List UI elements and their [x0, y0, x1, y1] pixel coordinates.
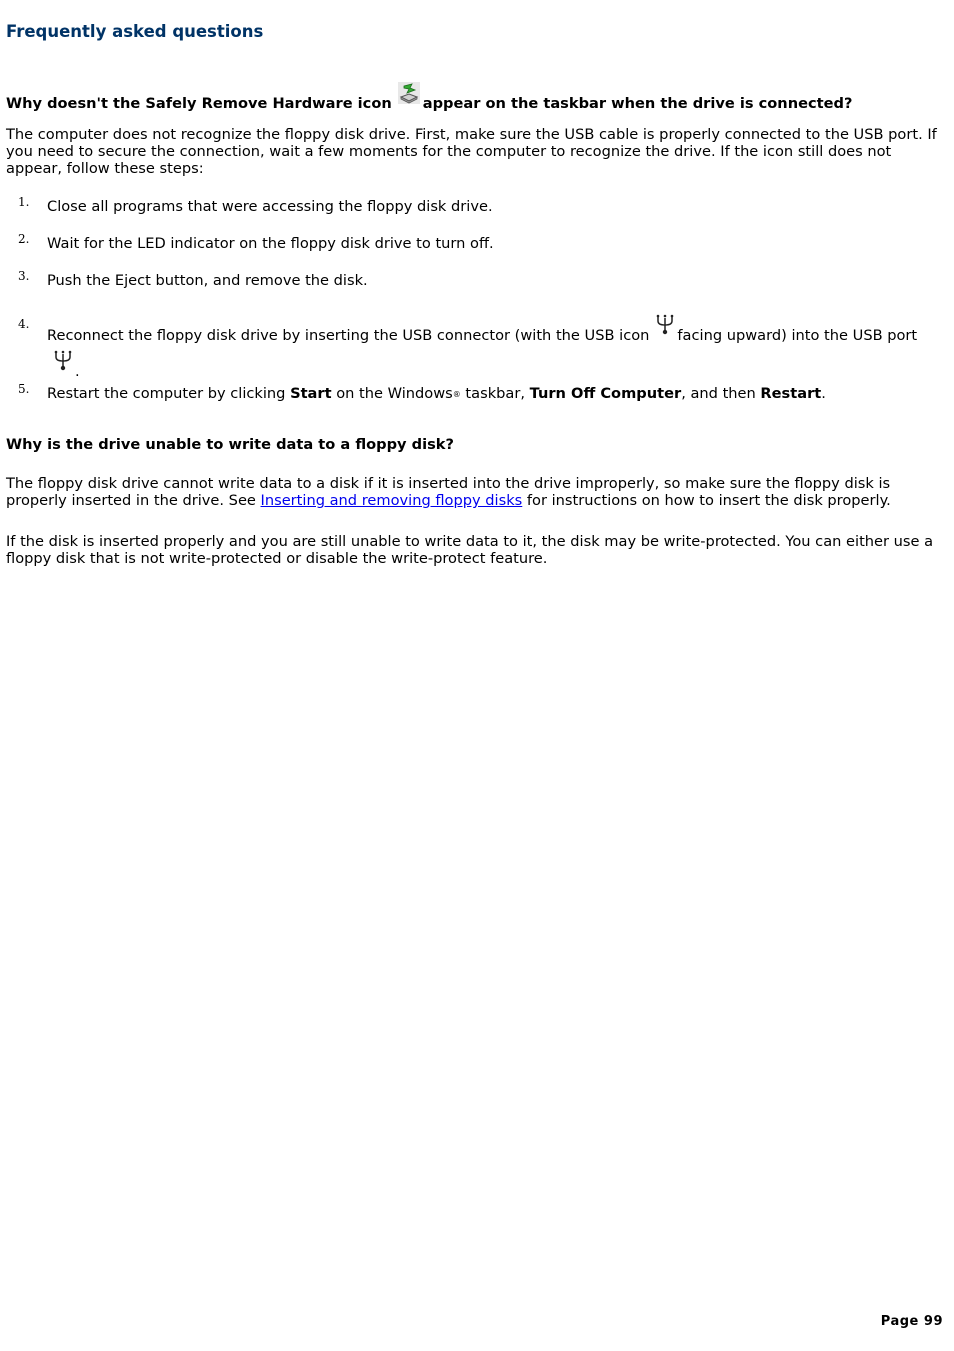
- inserting-removing-floppy-link[interactable]: Inserting and removing floppy disks: [260, 492, 523, 509]
- step-text-part: Reconnect the floppy disk drive by inserting the USB connector (with the USB icon: [47, 327, 650, 344]
- page-number: Page 99: [880, 1314, 943, 1329]
- faq-question-2: Why is the drive unable to write data to a floppy disk?: [6, 436, 454, 453]
- registered-mark: ®: [452, 390, 461, 399]
- step-text: [47, 314, 927, 386]
- question-text-part2: appear on the taskbar when the drive is connected?: [422, 95, 853, 112]
- step-text-part: taskbar,: [460, 385, 530, 402]
- restart-label: Restart: [760, 385, 822, 402]
- start-label: Start: [290, 385, 332, 402]
- step-number: 2.: [18, 232, 30, 246]
- paragraph-text: The floppy disk drive cannot write data to a disk if it is inserted into the drive improperly, so make sure the floppy disk is properly inserted in the drive. See: [6, 475, 891, 509]
- faq2-paragraph-2: If the disk is inserted properly and you are still unable to write data to it, the disk may be write-protected. You can either use a floppy disk that is not write-protected or disable the write-protect feature.: [6, 533, 934, 567]
- step-text-part: , and then: [681, 385, 761, 402]
- step-number: 1.: [18, 195, 30, 209]
- question-text-part1: Why doesn't the Safely Remove Hardware icon: [6, 95, 392, 112]
- step-text-part: .: [75, 363, 80, 380]
- step-number: 4.: [18, 317, 30, 331]
- step-text: Close all programs that were accessing the floppy disk drive.: [47, 198, 493, 215]
- step-text: Push the Eject button, and remove the disk.: [47, 272, 368, 289]
- paragraph-text: for instructions on how to insert the disk properly.: [522, 492, 891, 509]
- step-text: Wait for the LED indicator on the floppy disk drive to turn off.: [47, 235, 494, 252]
- faq-question-1: [6, 88, 852, 112]
- page-title: Frequently asked questions: [6, 22, 264, 41]
- faq1-intro: The computer does not recognize the floppy disk drive. First, make sure the USB cable is properly connected to the USB port. If you need to secure the connection, wait a few moments for the computer to recognize the drive. If the icon still does not appear, follow these steps:: [6, 126, 937, 177]
- step-text: [47, 379, 927, 409]
- faq2-paragraph-1: [6, 475, 941, 509]
- turn-off-computer-label: Turn Off Computer: [529, 385, 682, 402]
- step-number: 5.: [18, 382, 30, 396]
- safely-remove-hardware-icon: [398, 82, 420, 104]
- usb-port-icon: [53, 350, 73, 372]
- step-text-part: .: [821, 385, 826, 402]
- step-text-part: facing upward) into the USB port: [677, 327, 918, 344]
- usb-icon: [655, 314, 675, 336]
- step-text-part: on the Windows: [331, 385, 453, 402]
- step-text-part: Restart the computer by clicking: [47, 385, 291, 402]
- step-number: 3.: [18, 269, 30, 283]
